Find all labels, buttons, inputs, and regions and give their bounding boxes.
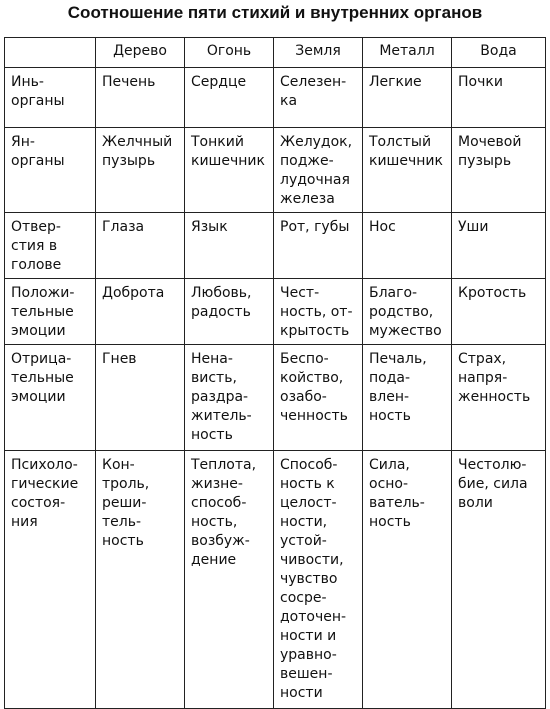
table-cell: Селезен- ка xyxy=(274,68,363,128)
table-cell: Рот, губы xyxy=(274,213,363,279)
table-cell: Глаза xyxy=(96,213,185,279)
table-cell: Благо- родство, мужество xyxy=(363,279,452,345)
table-cell: Чест- ность, от- крытость xyxy=(274,279,363,345)
table-cell: Желчный пузырь xyxy=(96,128,185,213)
table-cell: Печень xyxy=(96,68,185,128)
table-cell: Теплота, жизне- способ- ность, возбуж- дение xyxy=(185,451,274,709)
table-cell: Честолю- бие, сила воли xyxy=(452,451,546,709)
table-cell: Страх, напря- женность xyxy=(452,345,546,451)
table-cell: Мочевой пузырь xyxy=(452,128,546,213)
row-label: Инь- органы xyxy=(5,68,96,128)
table-header-row xyxy=(5,38,546,68)
table-cell: Доброта xyxy=(96,279,185,345)
table-cell: Любовь, радость xyxy=(185,279,274,345)
row-label: Отвер- стия в голове xyxy=(5,213,96,279)
header-cell-earth: Земля xyxy=(274,38,363,68)
table-cell: Нена- висть, раздра- житель- ность xyxy=(185,345,274,451)
header-cell-fire: Огонь xyxy=(185,38,274,68)
table-cell: Способ- ность к целост- ности, устой- чивости, чувство сосре- доточен- ности и уравно- вешен- ности xyxy=(274,451,363,709)
table-cell: Язык xyxy=(185,213,274,279)
table-row xyxy=(5,213,546,279)
table-cell: Нос xyxy=(363,213,452,279)
table-cell: Печаль, пода- влен- ность xyxy=(363,345,452,451)
table-row xyxy=(5,128,546,213)
row-label: Ян- органы xyxy=(5,128,96,213)
table-cell: Толстый кишечник xyxy=(363,128,452,213)
table-cell: Почки xyxy=(452,68,546,128)
table-cell: Гнев xyxy=(96,345,185,451)
header-cell xyxy=(5,38,96,68)
table-cell: Сила, осно- ватель- ность xyxy=(363,451,452,709)
header-cell-wood: Дерево xyxy=(96,38,185,68)
row-label: Положи- тельные эмоции xyxy=(5,279,96,345)
table-row xyxy=(5,68,546,128)
table-cell: Уши xyxy=(452,213,546,279)
header-cell-water: Вода xyxy=(452,38,546,68)
table-cell: Желудок, подже- лудочная железа xyxy=(274,128,363,213)
table-cell: Тонкий кишечник xyxy=(185,128,274,213)
table-cell: Сердце xyxy=(185,68,274,128)
table-cell: Легкие xyxy=(363,68,452,128)
row-label: Психоло- гические состоя- ния xyxy=(5,451,96,709)
elements-organs-table xyxy=(4,37,546,709)
header-cell-metal: Металл xyxy=(363,38,452,68)
table-row xyxy=(5,279,546,345)
page-title: Соотношение пяти стихий и внутренних органов xyxy=(67,3,483,22)
table-cell: Кротость xyxy=(452,279,546,345)
table-row xyxy=(5,345,546,451)
table-cell: Кон- троль, реши- тель- ность xyxy=(96,451,185,709)
table-row xyxy=(5,451,546,709)
row-label: Отрица- тельные эмоции xyxy=(5,345,96,451)
table-cell: Беспо- койство, озабо- ченность xyxy=(274,345,363,451)
